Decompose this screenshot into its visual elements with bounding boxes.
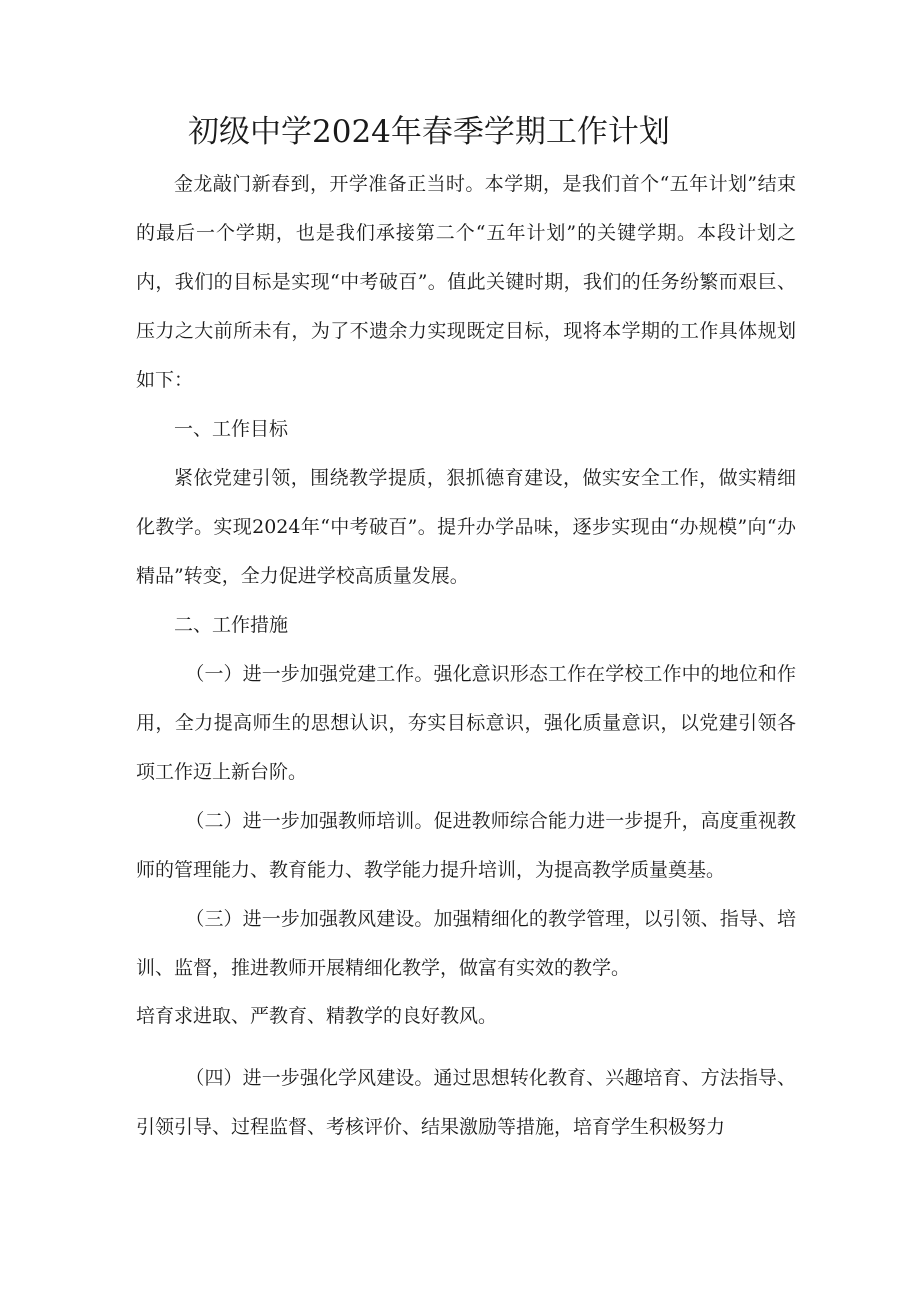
section2-heading: 二、工作措施: [174, 614, 289, 636]
document-body-part1: [136, 160, 796, 993]
measure4-paragraph: （四）进一步强化学风建设。通过思想转化教育、兴趣培育、方法指导、引领引导、过程监督、考核评价、结果激励等措施，培育学生积极努力: [136, 1067, 796, 1138]
document-body-part2: [136, 992, 796, 1041]
section1-paragraph: 紧依党建引领，围绕教学提质，狠抓德育建设，做实安全工作，做实精细化教学。实现2024年“中考破百”。提升办学品味，逐步实现由“办规模”向“办精品”转变，全力促进学校高质量发展。: [136, 467, 796, 587]
document-body-part3: [136, 1054, 796, 1152]
intro-paragraph: 金龙敲门新春到，开学准备正当时。本学期，是我们首个“五年计划”结束的最后一个学期，也是我们承接第二个“五年计划”的关键学期。本段计划之内，我们的目标是实现“中考破百”。值此关键时期，我们的任务纷繁而艰巨、压力之大前所未有，为了不遗余力实现既定目标，现将本学期的工作具体规划如下：: [136, 173, 796, 391]
measure1-paragraph: （一）进一步加强党建工作。强化意识形态工作在学校工作中的地位和作用，全力提高师生的思想认识，夯实目标意识，强化质量意识，以党建引领各项工作迈上新台阶。: [136, 663, 796, 783]
measure2-paragraph: （二）进一步加强教师培训。促进教师综合能力进一步提升，高度重视教师的管理能力、教育能力、教学能力提升培训，为提高教学质量奠基。: [136, 810, 796, 881]
document-title: 初级中学2024年春季学期工作计划: [188, 114, 670, 150]
measure3-paragraph: （三）进一步加强教风建设。加强精细化的教学管理，以引领、指导、培训、监督，推进教师开展精细化教学，做富有实效的教学。: [136, 908, 796, 979]
section1-heading: 一、工作目标: [174, 418, 289, 440]
measure3-continuation: 培育求进取、严教育、精教学的良好教风。: [136, 1005, 498, 1027]
